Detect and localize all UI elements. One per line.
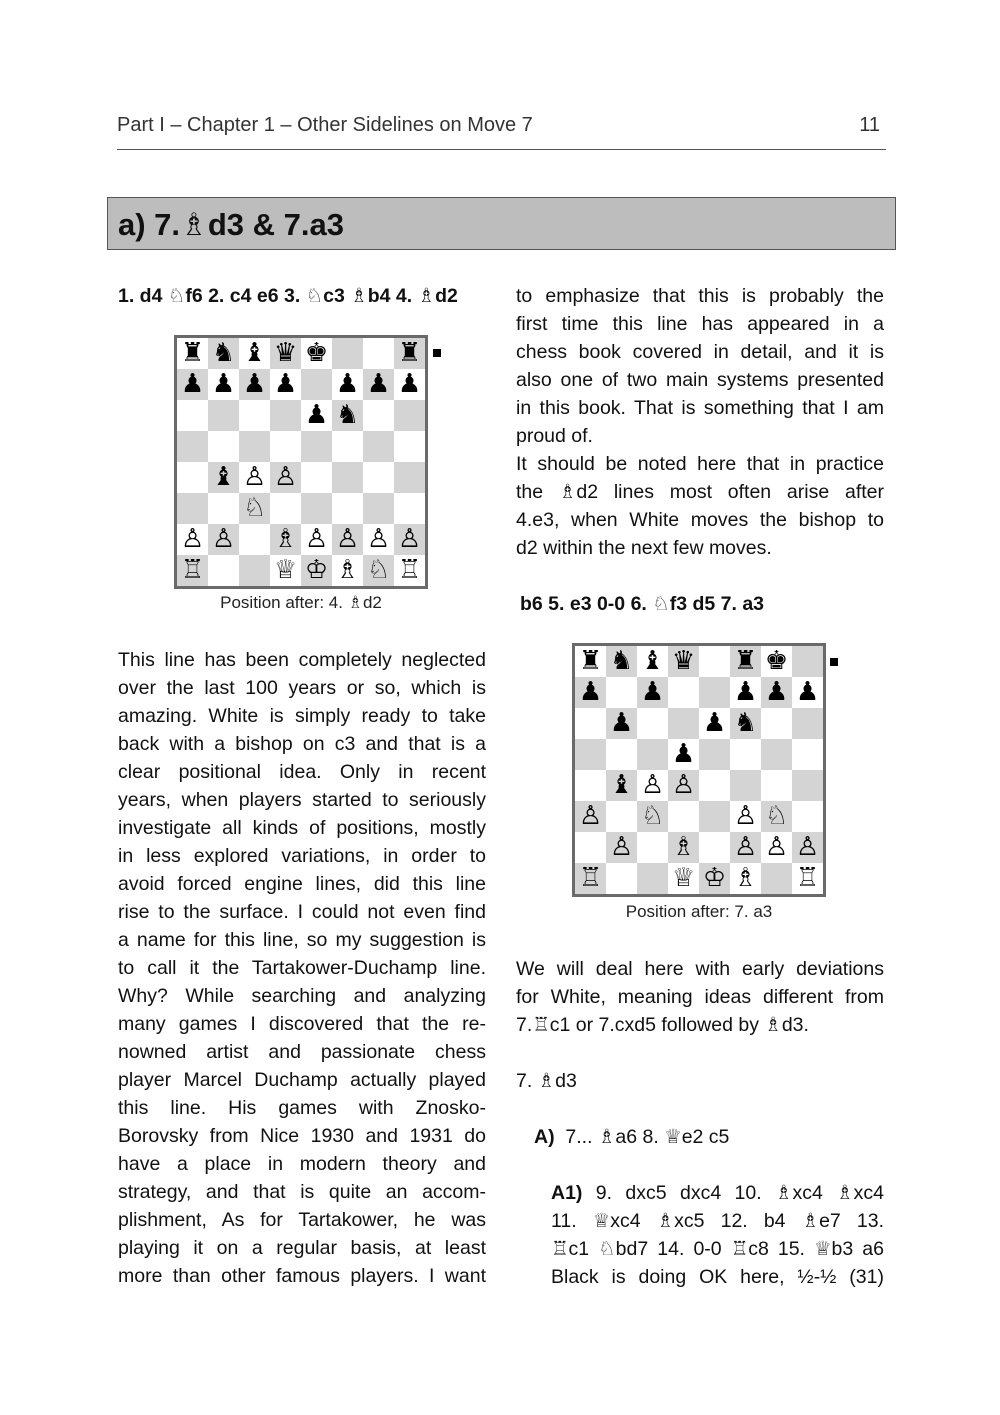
text-line: many games I discovered that the re- (118, 1013, 486, 1035)
text-line: to call it the Tartakower-Duchamp line. (118, 957, 486, 979)
diagram-2-caption: Position after: 7. a3 (625, 902, 773, 921)
black-king-icon: ♚ (304, 338, 329, 368)
board-square (761, 739, 792, 770)
black-bishop-icon: ♝ (609, 770, 634, 800)
white-bishop-icon: ♗ (335, 555, 360, 585)
black-knight-icon: ♞ (211, 338, 236, 368)
black-rook-icon: ♜ (733, 646, 758, 676)
board-square (363, 493, 394, 524)
board-square (637, 863, 668, 894)
white-queen-icon: ♕ (671, 863, 696, 893)
white-pawn-icon: ♙ (335, 524, 360, 554)
board-square (363, 431, 394, 462)
board-square (699, 801, 730, 832)
board-square (637, 708, 668, 739)
board-square (606, 677, 637, 708)
black-pawn-icon: ♟ (671, 739, 696, 769)
page-number: 11 (859, 114, 880, 136)
chess-diagram-1 (174, 335, 428, 589)
board-square (239, 431, 270, 462)
board-square (301, 369, 332, 400)
black-rook-icon: ♜ (578, 646, 603, 676)
variation-a1 (551, 1179, 884, 1291)
board-square (332, 338, 363, 369)
board-square (575, 832, 606, 863)
white-pawn-icon: ♙ (640, 770, 665, 800)
variation-a-label: A) (534, 1126, 555, 1148)
black-pawn-icon: ♟ (366, 369, 391, 399)
white-king-icon: ♔ (702, 863, 727, 893)
black-pawn-icon: ♟ (702, 708, 727, 738)
board-square (606, 739, 637, 770)
text-line: years, when players started to seriously (118, 789, 486, 811)
board-square (177, 493, 208, 524)
board-square (394, 400, 425, 431)
text-line: Black is doing OK here, ½-½ (31) (551, 1266, 884, 1288)
text-line: have a place in modern theory and (118, 1153, 486, 1175)
main-paragraph (118, 646, 486, 1290)
text-line: also one of two main systems presented (516, 369, 884, 391)
white-pawn-icon: ♙ (211, 524, 236, 554)
board-square (668, 801, 699, 832)
text-line: more than other famous players. I want (118, 1265, 486, 1287)
white-pawn-icon: ♙ (671, 770, 696, 800)
text-line: Why? While searching and analyzing (118, 985, 486, 1007)
black-pawn-icon: ♟ (795, 677, 820, 707)
black-knight-icon: ♞ (733, 708, 758, 738)
white-bishop-icon: ♗ (273, 524, 298, 554)
board-square (668, 677, 699, 708)
running-header (117, 114, 886, 150)
white-pawn-icon: ♙ (733, 832, 758, 862)
board-square (177, 400, 208, 431)
board-square (270, 493, 301, 524)
white-pawn-icon: ♙ (304, 524, 329, 554)
text-line: strategy, and that is quite an accom- (118, 1181, 486, 1203)
black-knight-icon: ♞ (335, 400, 360, 430)
board-square (332, 431, 363, 462)
black-king-icon: ♚ (764, 646, 789, 676)
black-pawn-icon: ♟ (211, 369, 236, 399)
white-knight-icon: ♘ (640, 801, 665, 831)
black-pawn-icon: ♟ (733, 677, 758, 707)
text-line: investigate all kinds of positions, mostly (118, 817, 486, 839)
black-queen-icon: ♛ (273, 338, 298, 368)
white-pawn-icon: ♙ (242, 462, 267, 492)
white-queen-icon: ♕ (273, 555, 298, 585)
black-pawn-icon: ♟ (304, 400, 329, 430)
board-square (606, 863, 637, 894)
text-line: rise to the surface. I could not even find (118, 901, 486, 923)
black-queen-icon: ♛ (671, 646, 696, 676)
board-square (177, 462, 208, 493)
text-line: over the last 100 years or so, which is (118, 677, 486, 699)
white-king-icon: ♔ (304, 555, 329, 585)
text-line: in this book. That is something that I am (516, 397, 884, 419)
white-pawn-icon: ♙ (764, 832, 789, 862)
board-square (761, 863, 792, 894)
text-line: We will deal here with early deviations (516, 958, 884, 980)
board-square (332, 462, 363, 493)
white-pawn-icon: ♙ (397, 524, 422, 554)
text-line: first time this line has appeared in a (516, 313, 884, 335)
move-7-heading: 7. ♗d3 (516, 1070, 577, 1092)
text-line: for White, meaning ideas different from (516, 986, 884, 1008)
board-square (363, 338, 394, 369)
board-square (394, 431, 425, 462)
white-knight-icon: ♘ (366, 555, 391, 585)
opening-moves-line: 1. d4 ♘f6 2. c4 e6 3. ♘c3 ♗b4 4. ♗d2 (118, 285, 458, 307)
white-pawn-icon: ♙ (795, 832, 820, 862)
board-square (239, 555, 270, 586)
board-square (394, 462, 425, 493)
board-square (239, 524, 270, 555)
board-square (699, 770, 730, 801)
board-square (792, 801, 823, 832)
board-square (699, 832, 730, 863)
board-square (301, 462, 332, 493)
white-knight-icon: ♘ (764, 801, 789, 831)
black-to-move-marker (433, 349, 441, 357)
text-line: This line has been completely neglected (118, 649, 486, 671)
black-pawn-icon: ♟ (242, 369, 267, 399)
text-line: to emphasize that this is probably the (516, 285, 884, 307)
intro-continuation (516, 282, 884, 562)
text-line: avoid forced engine lines, did this line (118, 873, 486, 895)
white-pawn-icon: ♙ (733, 801, 758, 831)
board-square (363, 462, 394, 493)
main-line-moves: b6 5. e3 0-0 6. ♘f3 d5 7. a3 (520, 593, 765, 615)
white-rook-icon: ♖ (578, 863, 603, 893)
chapter-title: Part I – Chapter 1 – Other Sidelines on Move 7 (117, 114, 533, 136)
text-line: clear positional idea. Only in recent (118, 761, 486, 783)
board-square (394, 493, 425, 524)
white-pawn-icon: ♙ (578, 801, 603, 831)
board-square (575, 770, 606, 801)
black-pawn-icon: ♟ (180, 369, 205, 399)
board-square (668, 708, 699, 739)
text-line: this line. His games with Znosko- (118, 1097, 486, 1119)
variation-a (534, 1123, 884, 1151)
black-bishop-icon: ♝ (211, 462, 236, 492)
board-square (606, 801, 637, 832)
variation-a-text: 7... ♗a6 8. ♕e2 c5 (565, 1126, 730, 1148)
text-line: d2 within the next few moves. (516, 537, 772, 559)
deviations-paragraph (516, 955, 884, 1039)
section-title: a) 7.♗d3 & 7.a3 (118, 207, 344, 242)
board-square (792, 708, 823, 739)
board-square (792, 770, 823, 801)
black-bishop-icon: ♝ (242, 338, 267, 368)
text-line: the ♗d2 lines most often arise after (516, 481, 884, 503)
board-square (301, 493, 332, 524)
diagram-1-caption: Position after: 4. ♗d2 (220, 593, 382, 612)
board-square (792, 646, 823, 677)
chess-diagram-2 (572, 643, 826, 897)
board-square (270, 400, 301, 431)
text-line: 7.♖c1 or 7.cxd5 followed by ♗d3. (516, 1014, 809, 1036)
black-pawn-icon: ♟ (335, 369, 360, 399)
variation-a1-first-line: A1) 9. dxc5 dxc4 10. ♗xc4 ♗xc4 (551, 1182, 885, 1204)
board-square (792, 739, 823, 770)
board-square (761, 708, 792, 739)
board-square (730, 770, 761, 801)
board-square (699, 739, 730, 770)
text-line: nowned artist and passionate chess (118, 1041, 486, 1063)
white-rook-icon: ♖ (795, 863, 820, 893)
text-line: It should be noted here that in practice (516, 453, 884, 475)
text-line: amazing. White is simply ready to take (118, 705, 486, 727)
text-line: plishment, As for Tartakower, he was (118, 1209, 486, 1231)
black-to-move-marker-2 (830, 658, 838, 666)
board-square (177, 431, 208, 462)
text-line: 4.e3, when White moves the bishop to (516, 509, 884, 531)
board-square (208, 493, 239, 524)
board-square (208, 400, 239, 431)
board-square (208, 431, 239, 462)
white-pawn-icon: ♙ (273, 462, 298, 492)
board-square (270, 431, 301, 462)
black-rook-icon: ♜ (397, 338, 422, 368)
white-bishop-icon: ♗ (733, 863, 758, 893)
board-square (301, 431, 332, 462)
board-square (575, 739, 606, 770)
white-bishop-icon: ♗ (671, 832, 696, 862)
white-rook-icon: ♖ (397, 555, 422, 585)
text-line: playing it on a regular basis, at least (118, 1237, 486, 1259)
board-square (332, 493, 363, 524)
black-pawn-icon: ♟ (578, 677, 603, 707)
text-line: ♖c1 ♘bd7 14. 0-0 ♖c8 15. ♕b3 a6 (551, 1238, 884, 1260)
black-pawn-icon: ♟ (397, 369, 422, 399)
board-square (637, 739, 668, 770)
board-square (637, 832, 668, 863)
black-knight-icon: ♞ (609, 646, 634, 676)
board-square (208, 555, 239, 586)
black-pawn-icon: ♟ (764, 677, 789, 707)
white-knight-icon: ♘ (242, 493, 267, 523)
text-line: back with a bishop on c3 and that is a (118, 733, 486, 755)
white-pawn-icon: ♙ (609, 832, 634, 862)
text-line: 11. ♕xc4 ♗xc5 12. b4 ♗e7 13. (551, 1210, 884, 1232)
text-line: proud of. (516, 425, 593, 447)
white-pawn-icon: ♙ (180, 524, 205, 554)
text-line: chess book covered in detail, and it is (516, 341, 884, 363)
board-square (730, 739, 761, 770)
text-line: Borovsky from Nice 1930 and 1931 do (118, 1125, 486, 1147)
black-pawn-icon: ♟ (609, 708, 634, 738)
black-bishop-icon: ♝ (640, 646, 665, 676)
section-heading-box (107, 197, 896, 250)
white-pawn-icon: ♙ (366, 524, 391, 554)
board-square (761, 770, 792, 801)
black-pawn-icon: ♟ (273, 369, 298, 399)
text-line: player Marcel Duchamp actually played (118, 1069, 486, 1091)
white-rook-icon: ♖ (180, 555, 205, 585)
black-pawn-icon: ♟ (640, 677, 665, 707)
text-line: in less explored variations, in order to (118, 845, 486, 867)
board-square (699, 646, 730, 677)
board-square (239, 400, 270, 431)
board-square (363, 400, 394, 431)
text-line: a name for this line, so my suggestion is (118, 929, 486, 951)
board-square (699, 677, 730, 708)
board-square (575, 708, 606, 739)
black-rook-icon: ♜ (180, 338, 205, 368)
